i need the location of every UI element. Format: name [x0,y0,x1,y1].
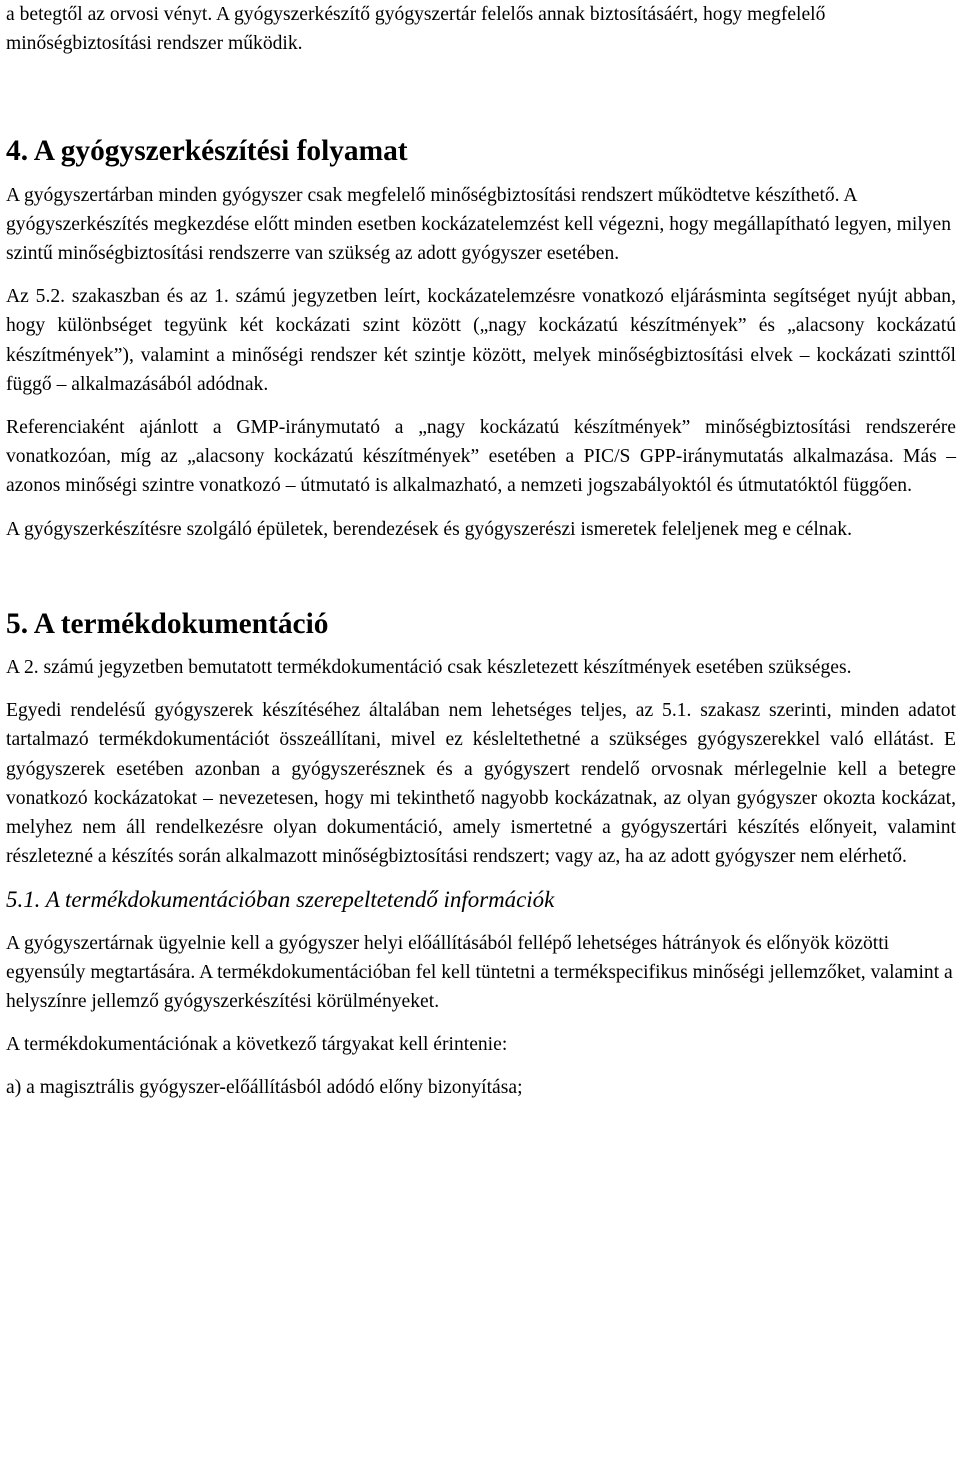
paragraph-4-4: A gyógyszerkészítésre szolgáló épületek, berendezések és gyógyszerészi ismeretek feleljenek meg e célnak. [6,518,852,540]
paragraph-intro: a betegtől az orvosi vényt. A gyógyszerkészítő gyógyszertár felelős annak biztosításáért, hogy megfelelő minőségbiztosítási rendszer működik. [6,4,826,55]
list-item-a: a) a magisztrális gyógyszer-előállításból adódó előny bizonyítása; [6,1077,523,1099]
section-heading-4: 4. A gyógyszerkészítési folyamat [6,135,408,168]
paragraph-4-2: Az 5.2. szakaszban és az 1. számú jegyzetben leírt, kockázatelemzésre vonatkozó eljárásminta segítséget nyújt abban, hogy különbséget tegyünk két kockázati szint között („nagy kockázatú készítmények” és „alacsony kockázatú készítmények”), valamint a minőségi rendszer két szintje között, melyek minőségbiztosítási elvek – kockázati szinttől függő – alkalmazásából adódnak. [6,286,956,395]
section-heading-5: 5. A termékdokumentáció [6,607,329,640]
paragraph-5-2: Egyedi rendelésű gyógyszerek készítéséhez általában nem lehetséges teljes, az 5.1. szakasz szerinti, minden adatot tartalmazó termékdokumentációt összeállítani, mivel ez késleltethetné a szükséges gyógyszerekkel való ellátást. E gyógyszerek esetében azonban a gyógyszerésznek és a gyógyszert rendelő orvosnak mérlegelnie kell a betegre vonatkozó kockázatokat – nevezetesen, hogy mi tekinthető nagyobb kockázatnak, az olyan gyógyszer okozta kockázat, melyhez nem áll rendelkezésre olyan dokumentáció, amely ismertetné a gyógyszertári készítés előnyeit, valamint részletezné a készítés során alkalmazott minőségbiztosítási rendszert; vagy az, ha az adott gyógyszer nem elérhető. [6,700,956,868]
paragraph-5-1: A 2. számú jegyzetben bemutatott termékdokumentáció csak készletezett készítmények esetében szükséges. [6,657,852,679]
paragraph-4-3: Referenciaként ajánlott a GMP-iránymutató a „nagy kockázatú készítmények” minőségbiztosítási rendszerére vonatkozóan, míg az „alacsony kockázatú készítmények” esetében a PIC/S GPP-iránymutatás alkalmazása. Más – azonos minőségi szintre vonatkozó – útmutató is alkalmazható, a nemzeti jogszabályoktól és útmutatóktól függően. [6,417,956,497]
paragraph-5-1-1: A gyógyszertárnak ügyelnie kell a gyógyszer helyi előállításából fellépő lehetséges hátrányok és előnyök közötti egyensúly megtartására. A termékdokumentációban fel kell tüntetni a termékspecifikus minőségi jellemzőket, valamint a helyszínre jellemző gyógyszerkészítési körülményeket. [6,932,953,1013]
paragraph-4-1: A gyógyszertárban minden gyógyszer csak megfelelő minőségbiztosítási rendszert működtetve készíthető. A gyógyszerkészítés megkezdése előtt minden esetben kockázatelemzést kell végezni, hogy megállapítható legyen, milyen szintű minőségbiztosítási rendszerre van szükség az adott gyógyszer esetében. [6,184,952,265]
paragraph-5-1-2: A termékdokumentációnak a következő tárgyakat kell érintenie: [6,1034,508,1056]
subsection-heading-5-1: 5.1. A termékdokumentációban szerepeltetendő információk [6,887,555,913]
document-page [6,0,956,1103]
